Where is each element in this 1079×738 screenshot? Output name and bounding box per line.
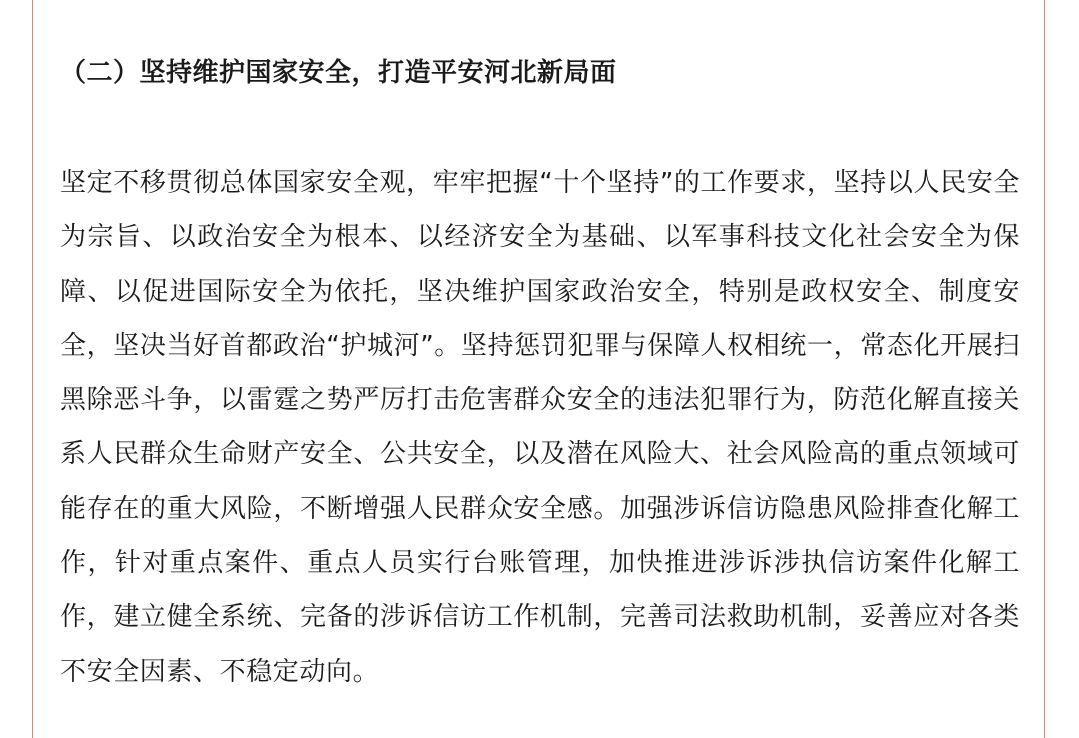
section-heading: （二）坚持维护国家安全，打造平安河北新局面 bbox=[60, 58, 617, 88]
section-paragraph: 坚定不移贯彻总体国家安全观，牢牢把握“十个坚持”的工作要求，坚持以人民安全为宗旨、以政治安全为根本、以经济安全为基础、以军事科技文化社会安全为保障、以促进国际安全为依托，坚决维护国家政治安全，特别是政权安全、制度安全，坚决当好首都政治“护城河”。坚持惩罚犯罪与保障人权相统一，常态化开展扫黑除恶斗争，以雷霆之势严厉打击危害群众安全的违法犯罪行为，防范化解直接关系人民群众生命财产安全、公共安全，以及潜在风险大、社会风险高的重点领域可能存在的重大风险，不断增强人民群众安全感。加强涉诉信访隐患风险排查化解工作，针对重点案件、重点人员实行台账管理，加快推进涉诉涉执信访案件化解工作，建立健全系统、完备的涉诉信访工作机制，完善司法救助机制，妥善应对各类不安全因素、不稳定动向。 bbox=[60, 168, 1020, 687]
